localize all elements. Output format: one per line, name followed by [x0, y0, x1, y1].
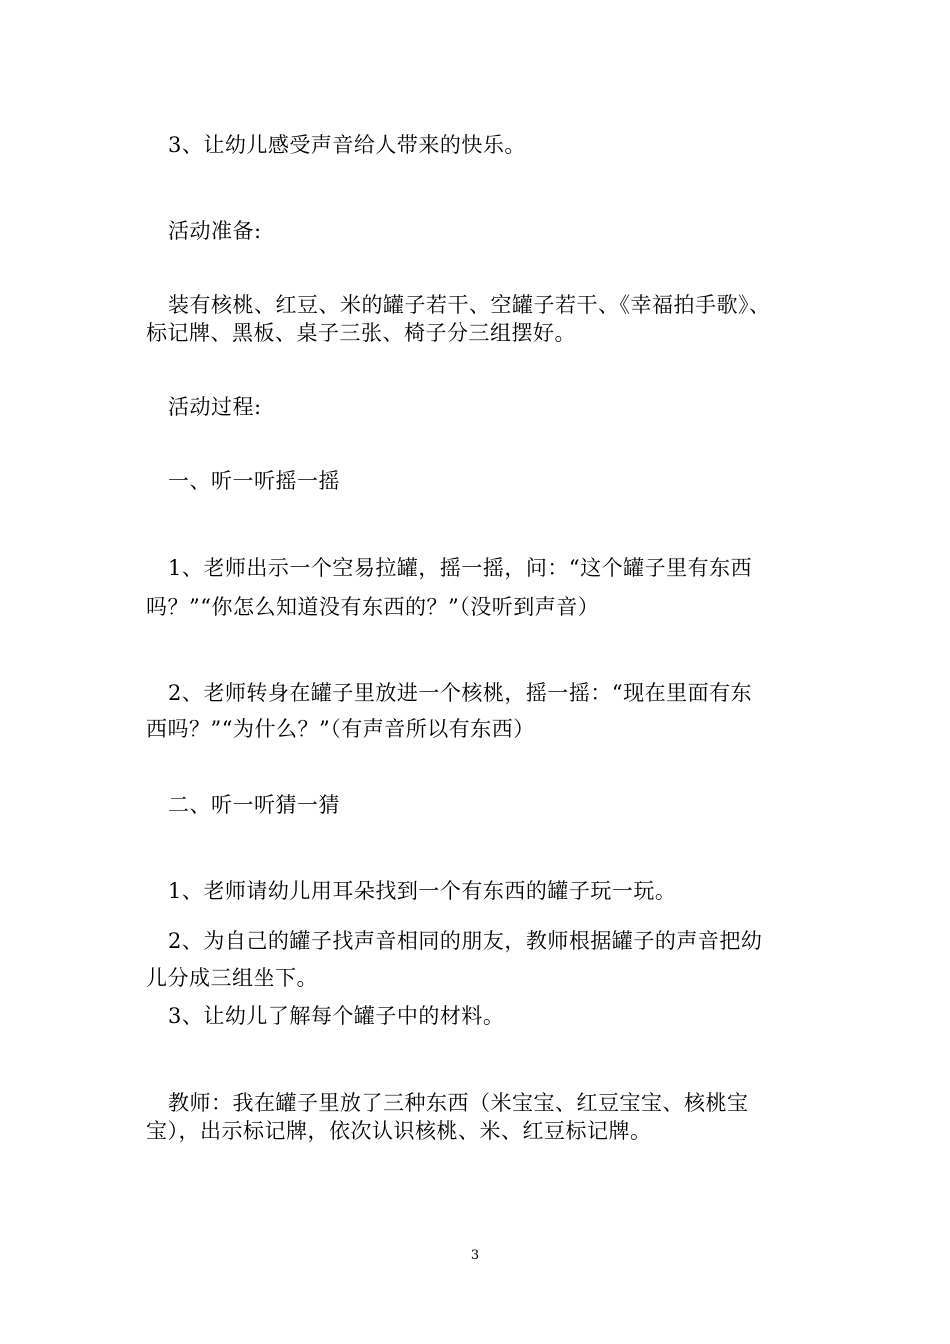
- teacher-line-1: 教师：我在罐子里放了三种东西（米宝宝、红豆宝宝、核桃宝: [168, 1091, 749, 1115]
- step-1-line-2: 吗？”“你怎么知道没有东西的？”（没听到声音）: [146, 595, 600, 619]
- paragraph-goal-3: 3、让幼儿感受声音给人带来的快乐。: [168, 133, 526, 157]
- paragraph-materials-line-1: 装有核桃、红豆、米的罐子若干、空罐子若干、《幸福拍手歌》、: [168, 293, 771, 317]
- step-2-line-1: 2、老师转身在罐子里放进一个核桃，摇一摇：“现在里面有东: [168, 681, 753, 705]
- guess-step-2-line-1: 2、为自己的罐子找声音相同的朋友，教师根据罐子的声音把幼: [168, 929, 763, 953]
- teacher-line-2: 宝），出示标记牌，依次认识核桃、米、红豆标记牌。: [146, 1119, 652, 1143]
- heading-activity-preparation: 活动准备:: [168, 219, 262, 243]
- heading-activity-process: 活动过程:: [168, 395, 262, 419]
- step-1-line-1: 1、老师出示一个空易拉罐，摇一摇，问：“这个罐子里有东西: [168, 556, 753, 580]
- step-2-line-2: 西吗？”“为什么？”（有声音所以有东西）: [146, 717, 535, 741]
- guess-step-3: 3、让幼儿了解每个罐子中的材料。: [168, 1004, 505, 1028]
- page-number: 3: [470, 1248, 480, 1263]
- section-heading-listen-guess: 二、听一听猜一猜: [168, 793, 340, 817]
- guess-step-1: 1、老师请幼儿用耳朵找到一个有东西的罐子玩一玩。: [168, 879, 677, 903]
- guess-step-2-line-2: 儿分成三组坐下。: [146, 966, 318, 990]
- paragraph-materials-line-2: 标记牌、黑板、桌子三张、椅子分三组摆好。: [146, 321, 576, 345]
- section-heading-listen-shake: 一、听一听摇一摇: [168, 469, 340, 493]
